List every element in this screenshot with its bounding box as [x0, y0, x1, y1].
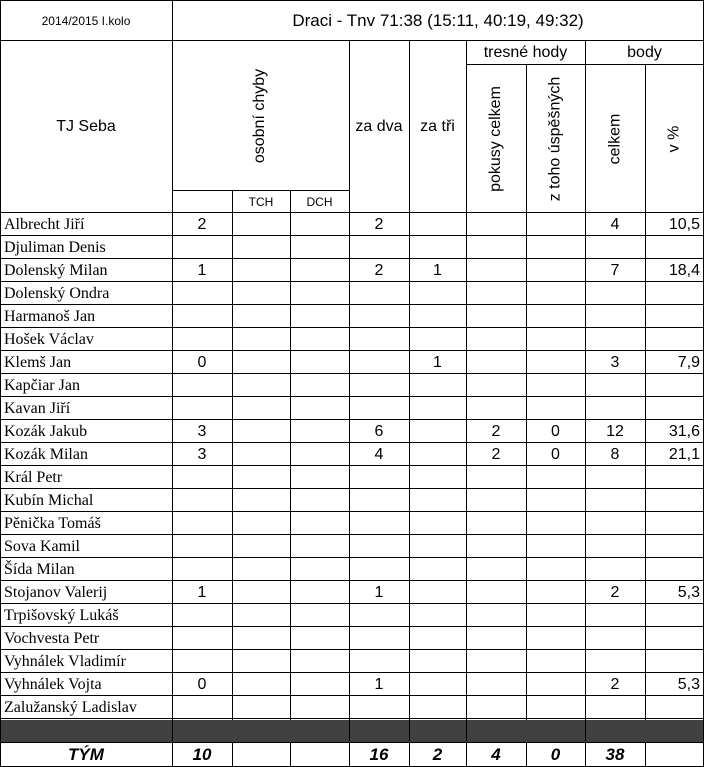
- player-points-pct: [645, 604, 704, 627]
- player-tch: [232, 604, 290, 627]
- totals-label: TÝM: [68, 745, 104, 764]
- player-ft-attempts: [466, 397, 526, 420]
- ft-attempts-header-text: pokusy celkem: [487, 86, 505, 192]
- separator-band: [0, 720, 704, 743]
- grid-line: [409, 40, 410, 767]
- grid-line: [0, 350, 704, 351]
- player-name: Djuliman Denis: [4, 238, 106, 256]
- player-fouls: [172, 328, 232, 351]
- player-name: Vyhnálek Vojta: [4, 675, 102, 693]
- player-dch: [290, 328, 349, 351]
- player-points: 3: [610, 353, 620, 371]
- player-two-pointers: 2: [374, 215, 384, 233]
- grid-line: [0, 419, 704, 420]
- player-name: Kubín Michal: [4, 491, 94, 509]
- player-dch: [290, 282, 349, 305]
- grid-line: [290, 743, 291, 767]
- player-three-pointers: [409, 535, 466, 558]
- player-points: [585, 374, 645, 397]
- player-tch: [232, 282, 290, 305]
- player-points: [585, 512, 645, 535]
- player-ft-attempts: [466, 213, 526, 236]
- player-points-pct: [645, 489, 704, 512]
- grid-line: [585, 40, 586, 767]
- player-three-pointers: 1: [433, 261, 442, 279]
- player-dch: [290, 259, 349, 282]
- ft-made-header-text: z toho úspěšných: [546, 76, 564, 202]
- player-name: Dolenský Ondra: [4, 284, 110, 302]
- player-ft-attempts: [466, 673, 526, 696]
- player-fouls: [172, 305, 232, 328]
- points-total-header-text: celkem: [606, 113, 623, 165]
- player-tch: [232, 673, 290, 696]
- player-tch: [232, 328, 290, 351]
- player-points-pct: 5,3: [677, 583, 700, 601]
- player-name: Kozák Jakub: [4, 422, 88, 440]
- player-ft-attempts: [466, 512, 526, 535]
- player-fouls: [172, 604, 232, 627]
- season-round-label: 2014/2015 I.kolo: [41, 13, 131, 28]
- player-name: Kavan Jiří: [4, 399, 71, 417]
- player-tch: [232, 512, 290, 535]
- player-ft-made: [526, 213, 585, 236]
- player-fouls: [172, 397, 232, 420]
- grid-line: [466, 40, 467, 767]
- player-tch: [232, 236, 290, 259]
- grid-line: [0, 327, 704, 328]
- player-two-pointers: 1: [374, 583, 384, 601]
- player-dch: [290, 489, 349, 512]
- player-three-pointers: [409, 558, 466, 581]
- player-ft-attempts: [466, 351, 526, 374]
- player-tch: [232, 305, 290, 328]
- player-ft-made: [526, 673, 585, 696]
- grid-line: [0, 396, 704, 397]
- player-fouls: [172, 650, 232, 673]
- player-dch: [290, 420, 349, 443]
- player-three-pointers: [409, 282, 466, 305]
- player-fouls: [172, 558, 232, 581]
- player-ft-made: [526, 397, 585, 420]
- player-two-pointers: [349, 650, 409, 673]
- player-two-pointers: [349, 282, 409, 305]
- player-dch: [290, 696, 349, 719]
- player-points: [585, 489, 645, 512]
- player-dch: [290, 443, 349, 466]
- player-points-pct: 7,9: [677, 353, 700, 371]
- player-name: Stojanov Valerij: [4, 583, 108, 601]
- player-points-pct: 21,1: [668, 445, 700, 463]
- player-ft-attempts: [466, 374, 526, 397]
- match-result-title: Draci - Tnv 71:38 (15:11, 40:19, 49:32): [292, 10, 584, 30]
- player-three-pointers: [409, 466, 466, 489]
- player-ft-made: [526, 282, 585, 305]
- player-three-pointers: [409, 420, 466, 443]
- grid-line: [0, 603, 704, 604]
- player-three-pointers: [409, 328, 466, 351]
- player-points: 7: [610, 261, 620, 279]
- player-dch: [290, 466, 349, 489]
- player-ft-attempts: [466, 581, 526, 604]
- player-ft-attempts: [466, 305, 526, 328]
- player-dch: [290, 512, 349, 535]
- points-pct-header-text: v %: [665, 125, 683, 153]
- ft-attempts-header: [466, 65, 526, 213]
- player-name: Zalužanský Ladislav: [4, 698, 137, 716]
- player-points-pct: [645, 466, 704, 489]
- player-dch: [290, 305, 349, 328]
- two-pointers-header: za dva: [355, 118, 403, 135]
- player-points-pct: [645, 558, 704, 581]
- player-ft-made: [526, 374, 585, 397]
- player-name: Albrecht Jiří: [4, 215, 85, 233]
- player-ft-attempts: 2: [491, 422, 501, 440]
- player-fouls: [172, 374, 232, 397]
- grid-line: [172, 0, 173, 767]
- grid-line: [0, 465, 704, 466]
- player-three-pointers: 1: [433, 353, 442, 371]
- grid-line: [645, 64, 646, 720]
- player-points: [585, 328, 645, 351]
- player-fouls: 2: [197, 215, 207, 233]
- player-points: 4: [610, 215, 620, 233]
- player-points-pct: [645, 282, 704, 305]
- player-three-pointers: [409, 650, 466, 673]
- player-dch: [290, 627, 349, 650]
- player-three-pointers: [409, 374, 466, 397]
- player-ft-made: [526, 236, 585, 259]
- totals-points: 38: [605, 745, 625, 764]
- player-dch: [290, 213, 349, 236]
- grid-line: [0, 742, 704, 743]
- player-two-pointers: [349, 604, 409, 627]
- grid-line: [0, 626, 704, 627]
- grid-line: [0, 442, 704, 443]
- grid-line: [0, 649, 704, 650]
- player-points: 2: [610, 675, 620, 693]
- player-points-pct: [645, 328, 704, 351]
- player-ft-attempts: [466, 535, 526, 558]
- player-dch: [290, 673, 349, 696]
- player-points-pct: [645, 627, 704, 650]
- player-points: 8: [610, 445, 620, 463]
- points-total-header: [585, 65, 645, 213]
- player-three-pointers: [409, 512, 466, 535]
- player-points-pct: [645, 374, 704, 397]
- player-tch: [232, 489, 290, 512]
- player-two-pointers: [349, 374, 409, 397]
- player-ft-made: [526, 604, 585, 627]
- totals-three-pointers: 2: [432, 745, 443, 764]
- player-tch: [232, 581, 290, 604]
- player-tch: [232, 558, 290, 581]
- player-two-pointers: [349, 305, 409, 328]
- grid-line: [0, 0, 1, 767]
- player-three-pointers: [409, 213, 466, 236]
- grid-line: [526, 64, 527, 720]
- player-fouls: [172, 512, 232, 535]
- player-fouls: 0: [197, 675, 207, 693]
- player-name: Hošek Václav: [4, 330, 94, 348]
- player-points: [585, 558, 645, 581]
- grid-line: [349, 40, 350, 767]
- player-dch: [290, 558, 349, 581]
- player-points-pct: [645, 397, 704, 420]
- grid-line: [0, 557, 704, 558]
- player-name: Vochvesta Petr: [4, 629, 100, 647]
- totals-ft-made: 0: [550, 745, 561, 764]
- player-ft-made: [526, 650, 585, 673]
- fouls-header: [172, 41, 349, 191]
- three-pointers-header: za tři: [420, 118, 455, 135]
- player-points-pct: 10,5: [668, 215, 700, 233]
- player-ft-made: [526, 535, 585, 558]
- player-two-pointers: [349, 512, 409, 535]
- player-points-pct: [645, 696, 704, 719]
- player-two-pointers: [349, 328, 409, 351]
- player-tch: [232, 420, 290, 443]
- grid-line: [0, 511, 704, 512]
- player-points: [585, 466, 645, 489]
- player-name: Kozák Milan: [4, 445, 88, 463]
- player-ft-made: [526, 259, 585, 282]
- player-ft-made: [526, 696, 585, 719]
- grid-line: [645, 743, 646, 767]
- grid-line: [0, 373, 704, 374]
- player-name: Dolenský Milan: [4, 261, 108, 279]
- player-ft-attempts: [466, 328, 526, 351]
- player-points: [585, 696, 645, 719]
- player-three-pointers: [409, 581, 466, 604]
- player-points: [585, 397, 645, 420]
- player-dch: [290, 351, 349, 374]
- player-tch: [232, 213, 290, 236]
- player-ft-attempts: [466, 604, 526, 627]
- tch-header: TCH: [248, 195, 274, 209]
- player-points-pct: 5,3: [677, 675, 700, 693]
- player-three-pointers: [409, 604, 466, 627]
- player-points-pct: [645, 236, 704, 259]
- player-tch: [232, 627, 290, 650]
- player-fouls: [172, 627, 232, 650]
- grid-line: [0, 235, 704, 236]
- grid-line: [0, 672, 704, 673]
- player-two-pointers: 4: [374, 445, 384, 463]
- player-points-pct: 18,4: [668, 261, 700, 279]
- points-pct-header: [645, 65, 704, 213]
- player-two-pointers: [349, 696, 409, 719]
- player-points-pct: [645, 535, 704, 558]
- player-tch: [232, 259, 290, 282]
- player-two-pointers: [349, 489, 409, 512]
- ft-made-header: [526, 65, 585, 213]
- player-name: Pěnička Tomáš: [4, 514, 101, 532]
- player-two-pointers: [349, 466, 409, 489]
- player-dch: [290, 604, 349, 627]
- totals-ft-attempts: 4: [491, 745, 501, 764]
- player-three-pointers: [409, 236, 466, 259]
- player-three-pointers: [409, 696, 466, 719]
- player-ft-attempts: [466, 259, 526, 282]
- grid-line: [526, 743, 527, 767]
- player-ft-made: [526, 328, 585, 351]
- player-points-pct: [645, 305, 704, 328]
- player-two-pointers: [349, 558, 409, 581]
- grid-line: [0, 695, 704, 696]
- player-three-pointers: [409, 673, 466, 696]
- grid-line: [0, 40, 704, 41]
- player-ft-made: [526, 512, 585, 535]
- player-points: [585, 236, 645, 259]
- player-three-pointers: [409, 627, 466, 650]
- player-tch: [232, 535, 290, 558]
- player-fouls: [172, 489, 232, 512]
- player-three-pointers: [409, 305, 466, 328]
- player-ft-made: 0: [551, 445, 560, 463]
- player-ft-attempts: [466, 650, 526, 673]
- player-ft-made: [526, 558, 585, 581]
- player-points: 2: [610, 583, 620, 601]
- player-ft-attempts: [466, 489, 526, 512]
- player-name: Klemš Jan: [4, 353, 72, 371]
- player-fouls: 3: [197, 445, 207, 463]
- player-ft-attempts: [466, 696, 526, 719]
- player-ft-made: [526, 466, 585, 489]
- player-name: Harmanoš Jan: [4, 307, 96, 325]
- player-two-pointers: [349, 351, 409, 374]
- player-fouls: 0: [197, 353, 207, 371]
- grid-line: [0, 488, 704, 489]
- player-points: [585, 282, 645, 305]
- player-ft-attempts: [466, 627, 526, 650]
- free-throws-group-header: tresné hody: [483, 44, 568, 61]
- player-points-pct: [645, 512, 704, 535]
- player-ft-made: [526, 351, 585, 374]
- player-two-pointers: [349, 236, 409, 259]
- grid-line: [0, 281, 704, 282]
- team-name-header: TJ Seba: [56, 118, 116, 135]
- player-fouls: 3: [197, 422, 207, 440]
- player-ft-made: [526, 627, 585, 650]
- player-ft-made: [526, 305, 585, 328]
- player-ft-made: [526, 581, 585, 604]
- player-two-pointers: 2: [374, 261, 384, 279]
- totals-two-pointers: 16: [369, 745, 389, 764]
- player-name: Král Petr: [4, 468, 63, 486]
- player-fouls: [172, 236, 232, 259]
- player-points: [585, 650, 645, 673]
- player-fouls: [172, 282, 232, 305]
- player-dch: [290, 236, 349, 259]
- player-ft-attempts: [466, 466, 526, 489]
- player-points: 12: [606, 422, 624, 440]
- player-dch: [290, 397, 349, 420]
- player-tch: [232, 397, 290, 420]
- player-points-pct: 31,6: [668, 422, 700, 440]
- player-three-pointers: [409, 443, 466, 466]
- player-name: Trpišovský Lukáš: [4, 606, 119, 624]
- player-fouls: 1: [197, 261, 207, 279]
- player-fouls: [172, 696, 232, 719]
- player-fouls: [172, 466, 232, 489]
- player-tch: [232, 443, 290, 466]
- player-name: Kapčiar Jan: [4, 376, 80, 394]
- player-points: [585, 305, 645, 328]
- player-dch: [290, 581, 349, 604]
- player-tch: [232, 650, 290, 673]
- grid-line: [172, 190, 349, 191]
- points-group-header: body: [627, 44, 662, 61]
- player-ft-attempts: [466, 282, 526, 305]
- player-points-pct: [645, 650, 704, 673]
- player-name: Sova Kamil: [4, 537, 80, 555]
- player-two-pointers: 1: [374, 675, 384, 693]
- player-fouls: 1: [197, 583, 207, 601]
- grid-line: [0, 258, 704, 259]
- player-dch: [290, 650, 349, 673]
- player-points: [585, 604, 645, 627]
- player-name: Vyhnálek Vladimír: [4, 652, 126, 670]
- player-tch: [232, 351, 290, 374]
- grid-line: [232, 743, 233, 767]
- player-two-pointers: [349, 535, 409, 558]
- fouls-header-text: osobní chyby: [251, 68, 269, 164]
- player-two-pointers: 6: [374, 422, 384, 440]
- player-ft-attempts: [466, 236, 526, 259]
- player-three-pointers: [409, 489, 466, 512]
- player-two-pointers: [349, 397, 409, 420]
- grid-line: [0, 0, 704, 1]
- dch-header: DCH: [306, 195, 333, 209]
- player-points: [585, 535, 645, 558]
- grid-line: [232, 190, 233, 720]
- player-points: [585, 627, 645, 650]
- player-name: Šída Milan: [4, 560, 75, 578]
- player-dch: [290, 374, 349, 397]
- player-three-pointers: [409, 397, 466, 420]
- grid-line: [0, 718, 704, 719]
- player-dch: [290, 535, 349, 558]
- player-two-pointers: [349, 627, 409, 650]
- player-tch: [232, 374, 290, 397]
- player-ft-made: [526, 489, 585, 512]
- grid-line: [0, 534, 704, 535]
- player-tch: [232, 696, 290, 719]
- grid-line: [0, 304, 704, 305]
- player-tch: [232, 466, 290, 489]
- grid-line: [0, 212, 704, 213]
- player-ft-attempts: 2: [491, 445, 501, 463]
- grid-line: [0, 580, 704, 581]
- player-fouls: [172, 535, 232, 558]
- player-ft-attempts: [466, 558, 526, 581]
- totals-fouls: 10: [192, 745, 212, 764]
- grid-line: [290, 190, 291, 720]
- player-ft-made: 0: [551, 422, 560, 440]
